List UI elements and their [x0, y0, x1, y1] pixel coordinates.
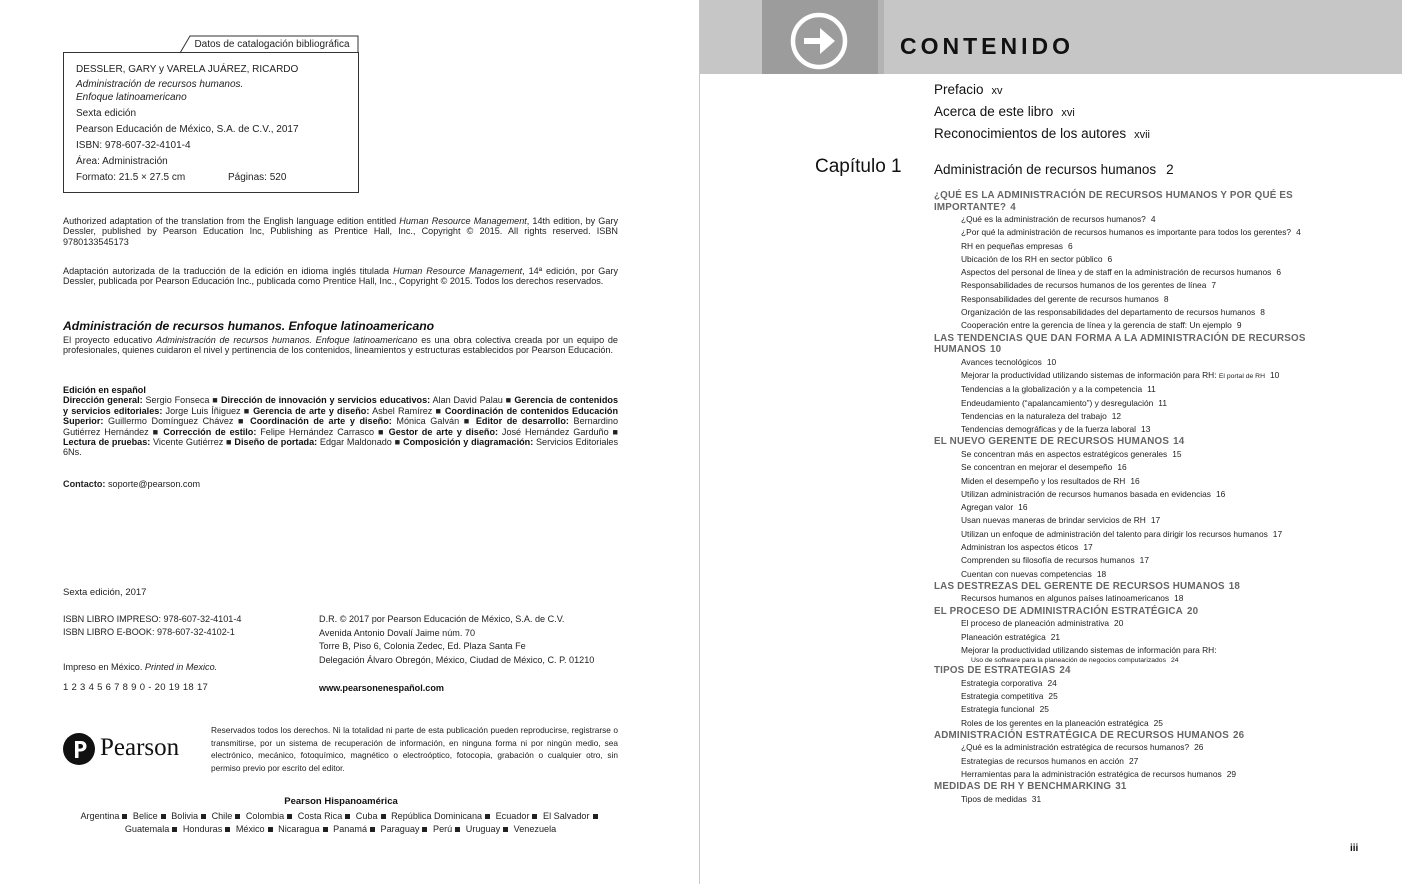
country-name: Nicaragua — [278, 824, 320, 834]
credit-role: Gerencia de arte y diseño: — [253, 405, 370, 416]
toc-entry[interactable] — [934, 793, 1364, 806]
toc-page-number: 17 — [1139, 555, 1149, 566]
credits-list: Dirección general: Sergio Fonseca ■ Dirección de innovación y servicios educativos: Alan David Palau ■ Gerencia de contenidos y servicios editoriales: Jorge Luis Íñiguez ■ Gerencia de arte y diseño: Asbel Ramírez ■ Coordinación de contenidos Educación Superior: Guillermo Domínguez Chávez ■ Coordinación de arte y diseño: Mónica Galván ■ Editor de desarrollo: Bernardino Gutiérrez Hernández ■ Corrección de estilo: Felipe Hernández Carrasco ■ Gestor de arte y diseño: José Hernández Garduño ■ Lectura de pruebas: Vicente Gutiérrez ■ Diseño de portada: Edgar Maldonado ■ Composición y diagramación: Servicios Editoriales 6Ns. — [63, 395, 619, 458]
table-of-contents — [934, 190, 1364, 806]
arrow-right-icon — [790, 12, 848, 70]
credit-role: Gestor de arte y diseño: — [388, 426, 499, 437]
toc-page-number: 26 — [1194, 742, 1204, 753]
toc-entry[interactable] — [934, 541, 1364, 554]
toc-page-number: 20 — [1114, 618, 1124, 629]
credit-role: Corrección de estilo: — [163, 426, 257, 437]
separator-square-icon — [370, 827, 375, 832]
toc-section-heading[interactable] — [934, 730, 1364, 742]
edition-year: Sexta edición, 2017 — [63, 587, 147, 598]
toc-entry-text: ¿Qué es la administración estratégica de recursos humanos? — [961, 742, 1190, 753]
print-numbers: 1 2 3 4 5 6 7 8 9 0 - 20 19 18 17 — [63, 682, 209, 693]
country-name: Colombia — [245, 811, 285, 821]
isbn-ebook: ISBN LIBRO E-BOOK: 978-607-32-4102-1 — [63, 627, 235, 637]
toc-entry-text: Aspectos del personal de línea y de staff en la administración de recursos humanos — [961, 267, 1272, 278]
toc-page-number: 20 — [1186, 605, 1199, 617]
country-name: Guatemala — [124, 824, 170, 834]
toc-entry-text: Ubicación de los RH en sector público — [961, 253, 1103, 264]
toc-section-heading[interactable] — [934, 436, 1364, 448]
toc-page-number: 24 — [1059, 665, 1071, 677]
copyright-page — [0, 0, 699, 884]
toc-entry-text: Administran los aspectos éticos — [961, 542, 1079, 553]
separator-square-icon — [455, 827, 460, 832]
toc-page-number: 18 — [1096, 568, 1107, 579]
country-name: México — [235, 824, 265, 834]
printed-in: Impreso en México. Printed in Mexico. — [63, 662, 218, 672]
toc-page-number: 15 — [1172, 448, 1182, 459]
separator-square-icon — [485, 814, 490, 819]
toc-page-number: 6 — [1276, 267, 1282, 278]
credit-name: Asbel Ramírez — [372, 405, 433, 416]
toc-page-number: 12 — [1111, 410, 1122, 421]
toc-page-number: 13 — [1141, 424, 1151, 435]
toc-page-number: 18 — [1228, 580, 1241, 592]
toc-entry[interactable] — [934, 397, 1364, 410]
catalog-title-1: Administración de recursos humanos. — [76, 79, 244, 90]
toc-entry-text: Endeudamiento (“apalancamiento”) y desregulación — [961, 397, 1154, 408]
toc-entry[interactable] — [934, 644, 1364, 657]
country-name: Belice — [132, 811, 158, 821]
toc-entry[interactable] — [934, 475, 1364, 488]
toc-page-number: 16 — [1216, 488, 1226, 499]
catalog-authors: DESSLER, GARY y VARELA JUÁREZ, RICARDO — [76, 64, 299, 75]
toc-entry[interactable] — [934, 631, 1364, 644]
contents-page — [700, 0, 1402, 884]
separator-square-icon — [532, 814, 537, 819]
credit-name: Sergio Fonseca — [145, 395, 210, 406]
toc-entry-text: Roles de los gerentes en la planeación estratégica — [961, 717, 1149, 728]
toc-page-number: 17 — [1150, 515, 1161, 526]
toc-entry-text: Miden el desempeño y los resultados de RH — [961, 475, 1126, 486]
credit-role: Dirección de innovación y servicios educativos: — [220, 395, 431, 406]
credit-name: Guillermo Domínguez Chávez — [108, 416, 234, 427]
toc-entry[interactable] — [934, 657, 1364, 665]
toc-entry-text: LAS TENDENCIAS QUE DAN FORMA A LA ADMINISTRACIÓN DE RECURSOS HUMANOS — [934, 332, 1306, 356]
toc-entry[interactable] — [934, 717, 1364, 730]
credit-role: Coordinación de arte y diseño: — [250, 416, 392, 427]
credit-name: Jorge Luis Íñiguez — [165, 405, 241, 416]
credit-name: Bernardino Gutiérrez Hernández — [63, 416, 619, 437]
toc-page-number: 10 — [1046, 356, 1057, 367]
country-name: Chile — [211, 811, 233, 821]
toc-entry[interactable] — [934, 554, 1364, 567]
separator-square-icon — [422, 827, 427, 832]
toc-entry-text: ADMINISTRACIÓN ESTRATÉGICA DE RECURSOS HUMANOS — [934, 729, 1229, 741]
website-link[interactable]: www.pearsonenespañol.com — [319, 683, 444, 693]
toc-page-number: 14 — [1173, 436, 1185, 448]
toc-page-number: 25 — [1039, 704, 1049, 715]
toc-entry[interactable] — [934, 514, 1364, 527]
toc-entry[interactable] — [934, 293, 1364, 306]
country-name: República Dominicana — [391, 811, 483, 821]
separator-square-icon — [345, 814, 350, 819]
toc-entry[interactable] — [934, 703, 1364, 716]
credit-role: Editor de desarrollo: — [475, 416, 569, 427]
toc-page-number: 27 — [1128, 755, 1139, 766]
contact-line: Contacto: soporte@pearson.com — [63, 479, 201, 489]
catalog-area: Área: Administración — [76, 156, 168, 167]
toc-page-number: 31 — [1031, 793, 1042, 804]
toc-entry[interactable] — [934, 226, 1364, 239]
toc-page-number: 25 — [1153, 717, 1163, 728]
toc-entry-text: Responsabilidades de recursos humanos de los gerentes de línea — [961, 280, 1207, 291]
toc-entry-text: Comprenden su filosofía de recursos humanos — [961, 555, 1135, 566]
toc-entry-text: Avances tecnológicos — [961, 356, 1042, 367]
country-name: Panamá — [333, 824, 368, 834]
toc-entry[interactable] — [934, 768, 1364, 781]
toc-page-number: 31 — [1115, 781, 1127, 793]
pearson-hispanoamerica: Pearson Hispanoamérica — [284, 796, 398, 807]
edition-title: Administración de recursos humanos. Enfoque latinoamericano — [63, 319, 435, 333]
credit-role: Composición y diagramación: — [403, 437, 534, 448]
toc-entry-text: Herramientas para la administración estratégica de recursos humanos — [961, 768, 1222, 779]
toc-page-number: 11 — [1147, 384, 1156, 395]
isbn-block — [63, 613, 241, 639]
toc-entry[interactable] — [934, 677, 1364, 690]
toc-entry[interactable] — [934, 461, 1364, 474]
pearson-logo-text: Pearson — [100, 734, 180, 761]
separator-square-icon — [172, 827, 177, 832]
toc-entry[interactable] — [934, 568, 1364, 581]
toc-entry[interactable] — [934, 755, 1364, 768]
toc-entry-text: Estrategias de recursos humanos en acción — [961, 755, 1124, 766]
credit-role: Lectura de pruebas: — [63, 437, 151, 448]
toc-entry-text: Tipos de medidas — [961, 793, 1027, 804]
toc-section-heading[interactable] — [934, 333, 1364, 356]
separator-square-icon — [593, 814, 598, 819]
credit-name: José Hernández Garduño — [501, 426, 609, 437]
toc-entry[interactable] — [934, 240, 1364, 253]
separator-square-icon — [287, 814, 292, 819]
separator-square-icon — [235, 814, 240, 819]
credit-role: Gerencia de contenidos y servicios editoriales: — [63, 395, 619, 416]
countries-list — [63, 810, 618, 836]
authorized-adaptation-en: Authorized adaptation of the translation from the English language edition entitled Human Resource Management, 14th edition, by Gary Dessler, published by Pearson Education Inc, Publishing as Prentice Hall, Inc., Copyright © 2015. All rights reserved. ISBN 9780133545173 — [63, 216, 619, 247]
toc-entry-text: Estrategia competitiva — [961, 690, 1044, 701]
country-name: El Salvador — [543, 811, 590, 821]
toc-entry-text: Cooperación entre la gerencia de línea y la gerencia de staff: Un ejemplo — [961, 320, 1232, 331]
toc-section-heading[interactable] — [934, 190, 1364, 213]
catalog-pages: Páginas: 520 — [228, 172, 287, 183]
toc-entry[interactable] — [934, 592, 1364, 605]
toc-page-number: 7 — [1211, 280, 1217, 291]
country-name: Uruguay — [465, 824, 501, 834]
catalog-entries — [76, 63, 356, 187]
toc-entry[interactable] — [934, 369, 1364, 383]
toc-entry-text: EL PROCESO DE ADMINISTRACIÓN ESTRATÉGICA — [934, 605, 1183, 617]
separator-square-icon — [323, 827, 328, 832]
toc-entry[interactable] — [934, 410, 1364, 423]
credit-name: Edgar Maldonado — [319, 437, 392, 448]
publisher-address: D.R. © 2017 por Pearson Educación de México, S.A. de C.V. Avenida Antonio Dovalí Jaime núm. 70 Torre B, Piso 6, Colonia Zedec, Ed. Plaza Santa Fe Delegación Álvaro Obregón, México, Ciudad de México, C. P. 01210 — [319, 614, 595, 665]
toc-entry[interactable] — [934, 741, 1364, 754]
toc-entry[interactable] — [934, 213, 1364, 226]
country-name: Paraguay — [380, 824, 420, 834]
front-matter-prefacio[interactable]: Prefacio xv — [934, 82, 1003, 97]
catalog-tab-label: Datos de catalogación bibliográfica — [194, 39, 350, 50]
toc-entry-text: MEDIDAS DE RH Y BENCHMARKING — [934, 781, 1112, 793]
credit-name: Mónica Galván — [396, 416, 460, 427]
credit-name: Vicente Gutiérrez — [153, 437, 224, 448]
country-name: Argentina — [80, 811, 120, 821]
credit-name: Alan David Palau — [432, 395, 503, 406]
toc-page-number: 6 — [1067, 240, 1073, 251]
toc-page-number: 4 — [1150, 214, 1156, 224]
toc-entry-text: Mejorar la productividad utilizando sistemas de información para RH: — [961, 644, 1217, 655]
credit-role: Diseño de portada: — [234, 437, 318, 448]
toc-entry-text: Usan nuevas maneras de brindar servicios de RH — [961, 515, 1146, 526]
toc-entry[interactable] — [934, 266, 1364, 279]
separator-square-icon — [268, 827, 273, 832]
toc-page-number: 9 — [1236, 320, 1242, 331]
chapter-label: Capítulo 1 — [815, 156, 902, 177]
contents-title: CONTENIDO — [900, 33, 1074, 59]
isbn-print: ISBN LIBRO IMPRESO: 978-607-32-4101-4 — [63, 614, 242, 624]
project-description: El proyecto educativo Administración de recursos humanos. Enfoque latinoamericano es una obra colectiva creada por un equipo de profesionales, quienes cuidaron el nivel y pertinencia de los contenidos, lineamientos y estructuras establecidos por Pearson Educación. — [63, 335, 618, 356]
toc-page-number: 10 — [1269, 369, 1280, 380]
toc-entry-text: Tendencias a la globalización y a la competencia — [961, 384, 1143, 395]
toc-page-number: 10 — [990, 344, 1002, 356]
toc-section-heading[interactable] — [934, 781, 1364, 793]
toc-page-number: 8 — [1163, 293, 1169, 304]
front-matter-reconocimientos[interactable]: Reconocimientos de los autores xvii — [934, 126, 1150, 141]
separator-square-icon — [161, 814, 166, 819]
toc-entry[interactable] — [934, 383, 1364, 396]
toc-entry-text: TIPOS DE ESTRATEGIAS — [934, 665, 1056, 677]
toc-page-number: 16 — [1018, 502, 1028, 513]
toc-section-heading[interactable] — [934, 581, 1364, 593]
toc-entry-text: ¿QUÉ ES LA ADMINISTRACIÓN DE RECURSOS HUMANOS Y POR QUÉ ES IMPORTANTE? — [934, 190, 1293, 213]
toc-page-number: 6 — [1107, 253, 1113, 264]
catalog-format: Formato: 21.5 × 27.5 cm — [76, 172, 186, 183]
toc-section-heading[interactable] — [934, 665, 1364, 677]
page-number: iii — [1350, 843, 1359, 854]
toc-page-number: 21 — [1050, 631, 1061, 642]
toc-entry[interactable] — [934, 253, 1364, 266]
toc-page-number: 17 — [1272, 528, 1283, 539]
toc-entry-text: Organización de las responsabilidades del departamento de recursos humanos — [961, 307, 1256, 318]
toc-page-number: 4 — [1010, 201, 1016, 213]
chapter-title[interactable]: Administración de recursos humanos 2 — [934, 162, 1174, 177]
spanish-edition-credits: Edición en español Dirección general: Sergio Fonseca ■ Dirección de innovación y servicios educativos: Alan David Palau ■ Gerencia de contenidos y servicios editoriales: Jorge Luis Íñiguez ■ Gerencia de arte y diseño: Asbel Ramírez ■ Coordinación de contenidos Educación Superior: Guillermo Domínguez Chávez ■ Coordinación de arte y diseño: Mónica Galván ■ Editor de desarrollo: Bernardino Gutiérrez Hernández ■ Corrección de estilo: Felipe Hernández Carrasco ■ Gestor de arte y diseño: José Hernández Garduño ■ Lectura de pruebas: Vicente Gutiérrez ■ Diseño de portada: Edgar Maldonado ■ Composición y diagramación: Servicios Editoriales 6Ns. — [63, 385, 619, 458]
toc-entry-text: Estrategia funcional — [961, 704, 1035, 715]
toc-entry-text: Cuentan con nuevas competencias — [961, 568, 1092, 579]
toc-entry-text: Uso de software para la planeación de negocios computarizados — [971, 657, 1166, 665]
credit-name: Servicios Editoriales 6Ns. — [63, 437, 619, 458]
catalog-edition: Sexta edición — [76, 108, 137, 119]
country-name: Venezuela — [513, 824, 557, 834]
toc-entry[interactable] — [934, 528, 1364, 541]
separator-square-icon — [225, 827, 230, 832]
toc-entry-text: Recursos humanos en algunos países latinoamericanos — [961, 593, 1170, 604]
toc-entry[interactable] — [934, 356, 1364, 369]
toc-page-number: 16 — [1117, 462, 1127, 473]
toc-entry-text: Mejorar la productividad utilizando sistemas de información para RH: — [961, 369, 1217, 380]
toc-entry-text: Estrategia corporativa — [961, 677, 1043, 688]
toc-entry-text: Agregan valor — [961, 502, 1014, 513]
country-name: Ecuador — [495, 811, 530, 821]
front-matter-acerca[interactable]: Acerca de este libro xvi — [934, 104, 1075, 119]
toc-page-number: 17 — [1083, 542, 1093, 553]
toc-entry[interactable] — [934, 448, 1364, 461]
toc-page-number: 24 — [1170, 657, 1179, 665]
toc-entry-subtext: El portal de RH — [1218, 372, 1265, 380]
toc-entry-text: Planeación estratégica — [961, 631, 1046, 642]
toc-entry-text: El proceso de planeación administrativa — [961, 618, 1110, 629]
toc-entry-text: LAS DESTREZAS DEL GERENTE DE RECURSOS HUMANOS — [934, 580, 1225, 592]
toc-entry[interactable] — [934, 279, 1364, 292]
credit-role: Dirección general: — [63, 395, 143, 406]
toc-page-number: 29 — [1226, 768, 1237, 779]
toc-entry[interactable] — [934, 690, 1364, 703]
toc-entry-text: Tendencias demográficas y de la fuerza laboral — [961, 424, 1137, 435]
separator-square-icon — [503, 827, 508, 832]
toc-entry-text: ¿Por qué la administración de recursos humanos es importante para todos los gerentes? — [961, 227, 1292, 238]
separator-square-icon — [381, 814, 386, 819]
credit-role: Coordinación de contenidos Educación Superior: — [63, 405, 619, 427]
toc-entry-text: Tendencias en la naturaleza del trabajo — [961, 410, 1107, 421]
toc-entry[interactable] — [934, 501, 1364, 514]
toc-section-heading[interactable] — [934, 606, 1364, 618]
catalog-title-2: Enfoque latinoamericano — [76, 92, 187, 103]
toc-entry-text: RH en pequeñas empresas — [961, 240, 1063, 251]
toc-page-number: 8 — [1260, 307, 1265, 318]
catalog-publisher: Pearson Educación de México, S.A. de C.V., 2017 — [76, 124, 299, 135]
catalog-isbn: ISBN: 978-607-32-4101-4 — [76, 140, 191, 151]
toc-page-number: 24 — [1047, 677, 1057, 688]
toc-entry-text: Se concentran en mejorar el desempeño — [961, 462, 1113, 473]
toc-entry-text: Utilizan administración de recursos humanos basada en evidencias — [961, 488, 1211, 499]
toc-entry-text: Se concentran más en aspectos estratégicos generales — [961, 448, 1168, 459]
pearson-logo-icon — [63, 733, 95, 765]
toc-page-number: 25 — [1048, 690, 1058, 701]
toc-page-number: 26 — [1232, 729, 1245, 741]
toc-entry-text: Responsabilidades del gerente de recursos humanos — [961, 293, 1159, 304]
toc-entry-text: Utilizan un enfoque de administración del talento para dirigir los recursos humanos — [961, 528, 1268, 539]
authorized-adaptation-es: Adaptación autorizada de la traducción de la edición en idioma inglés titulada Human Resource Management, 14ª edición, por Gary Dessler, publicada por Pearson Educación Inc., publicada como Prentice Hall, Inc., Copyright © 2015. Todos los derechos reservados. — [63, 266, 619, 287]
toc-entry[interactable] — [934, 306, 1364, 319]
toc-entry[interactable] — [934, 423, 1364, 436]
header-arrow-shadow — [878, 0, 884, 74]
country-name: Bolivia — [171, 811, 199, 821]
country-name: Honduras — [182, 824, 223, 834]
credit-name: Felipe Hernández Carrasco — [260, 426, 375, 437]
toc-page-number: 18 — [1174, 593, 1184, 604]
toc-page-number: 11 — [1158, 397, 1167, 408]
country-name: Cuba — [355, 811, 378, 821]
rights-reserved: Reservados todos los derechos. Ni la totalidad ni parte de esta publicación pueden reproducirse, registrarse o transmitirse, por un sistema de recuperación de información, en ninguna forma ni por ningún medio, sea electrónico, mecánico, fotoquímico, magnético o electroóptico, fotocopia, grabación o cualquier otro, sin permiso previo por escrito del editor. — [211, 725, 618, 774]
country-name: Perú — [433, 824, 453, 834]
toc-entry-text: ¿Qué es la administración de recursos humanos? — [961, 214, 1146, 224]
toc-page-number: 4 — [1296, 227, 1301, 238]
toc-entry[interactable] — [934, 319, 1364, 332]
separator-square-icon — [122, 814, 127, 819]
separator-square-icon — [201, 814, 206, 819]
toc-entry[interactable] — [934, 488, 1364, 501]
toc-page-number: 16 — [1130, 475, 1140, 486]
country-name: Costa Rica — [297, 811, 343, 821]
toc-entry[interactable] — [934, 617, 1364, 630]
toc-entry-text: EL NUEVO GERENTE DE RECURSOS HUMANOS — [934, 436, 1170, 448]
